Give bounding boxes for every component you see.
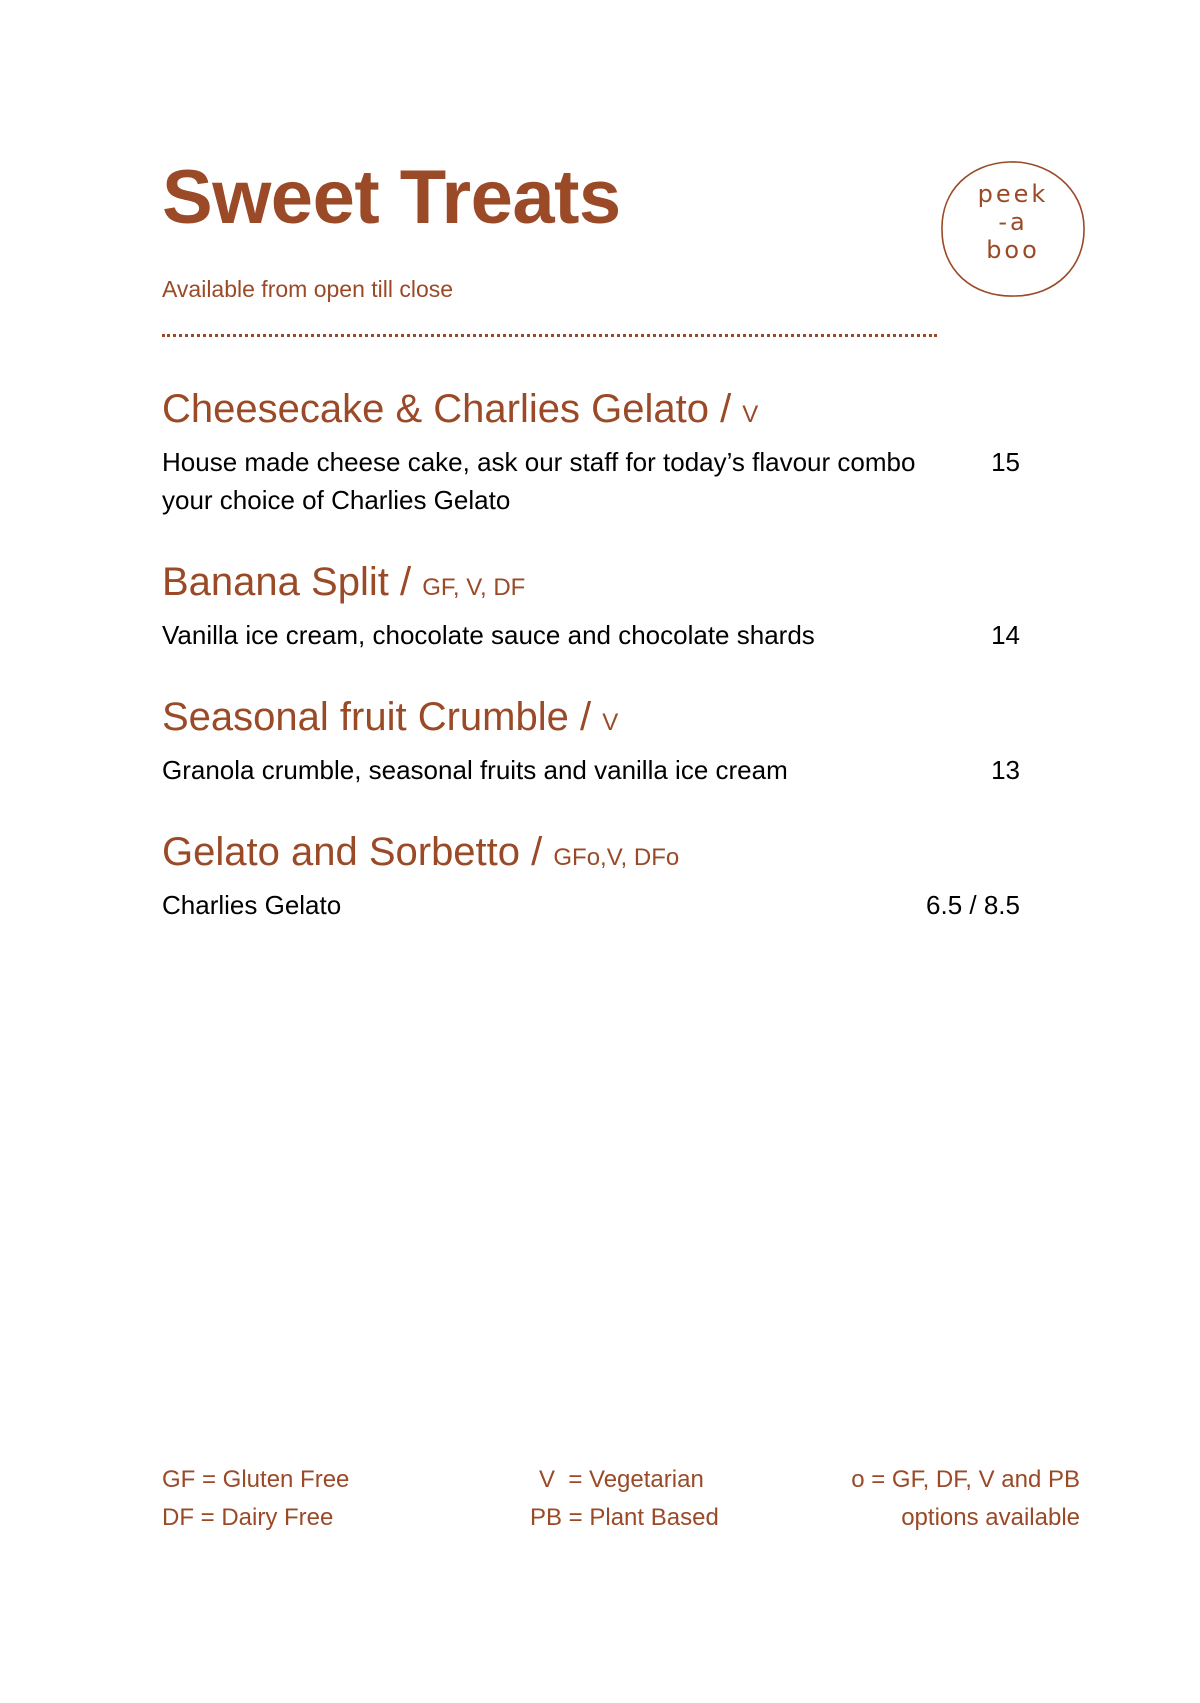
legend-column-right <box>851 1461 1080 1537</box>
menu-item <box>162 385 1022 558</box>
page-title: Sweet Treats <box>162 155 621 240</box>
dietary-tags: V <box>742 401 759 428</box>
item-price: 13 <box>991 755 1020 785</box>
logo-line-1: peek <box>977 180 1049 208</box>
item-details <box>162 886 1020 924</box>
dietary-tags: GFo,V, DFo <box>553 844 680 871</box>
availability-note: Available from open till close <box>162 276 454 302</box>
item-description: Vanilla ice cream, chocolate sauce and chocolate shards <box>162 620 815 650</box>
item-name <box>162 385 1022 439</box>
menu-item <box>162 828 1022 924</box>
item-name-text: Gelato and Sorbetto / <box>162 830 554 874</box>
legend-column-left <box>162 1461 349 1537</box>
legend-vegetarian: V = Vegetarian <box>539 1466 704 1493</box>
legend-options: o = GF, DF, V and PB <box>851 1466 1080 1493</box>
menu-item <box>162 693 1022 828</box>
logo-line-2: -a <box>998 208 1028 236</box>
logo-line-3: boo <box>986 236 1040 264</box>
item-price: 14 <box>991 620 1020 650</box>
item-price: 6.5 / 8.5 <box>926 890 1020 920</box>
peekaboo-logo <box>938 158 1088 300</box>
item-description: Charlies Gelato <box>162 890 342 920</box>
item-name <box>162 828 1022 882</box>
item-price: 15 <box>991 447 1020 477</box>
dietary-tags: V <box>602 709 619 736</box>
item-name <box>162 693 1022 747</box>
item-details <box>162 616 1020 654</box>
menu-items <box>162 385 1022 924</box>
dietary-tags: GF, V, DF <box>422 574 526 601</box>
menu-item <box>162 558 1022 693</box>
legend-dairy-free: DF = Dairy Free <box>162 1504 334 1531</box>
item-name <box>162 558 1022 612</box>
item-description: House made cheese cake, ask our staff for today’s flavour combo your choice of Charlies Gelato <box>162 447 916 515</box>
item-description: Granola crumble, seasonal fruits and vanilla ice cream <box>162 755 788 785</box>
legend-gluten-free: GF = Gluten Free <box>162 1466 350 1493</box>
item-details <box>162 751 1020 789</box>
dotted-divider <box>162 334 937 337</box>
legend-options-available: options available <box>901 1504 1080 1531</box>
item-name-text: Seasonal fruit Crumble / <box>162 695 603 739</box>
item-details <box>162 443 1020 519</box>
item-name-text: Cheesecake & Charlies Gelato / <box>162 387 743 431</box>
legend-plant-based: PB = Plant Based <box>530 1504 719 1531</box>
legend-column-middle <box>530 1461 719 1537</box>
logo-wordmark <box>938 180 1088 264</box>
item-name-text: Banana Split / <box>162 560 423 604</box>
